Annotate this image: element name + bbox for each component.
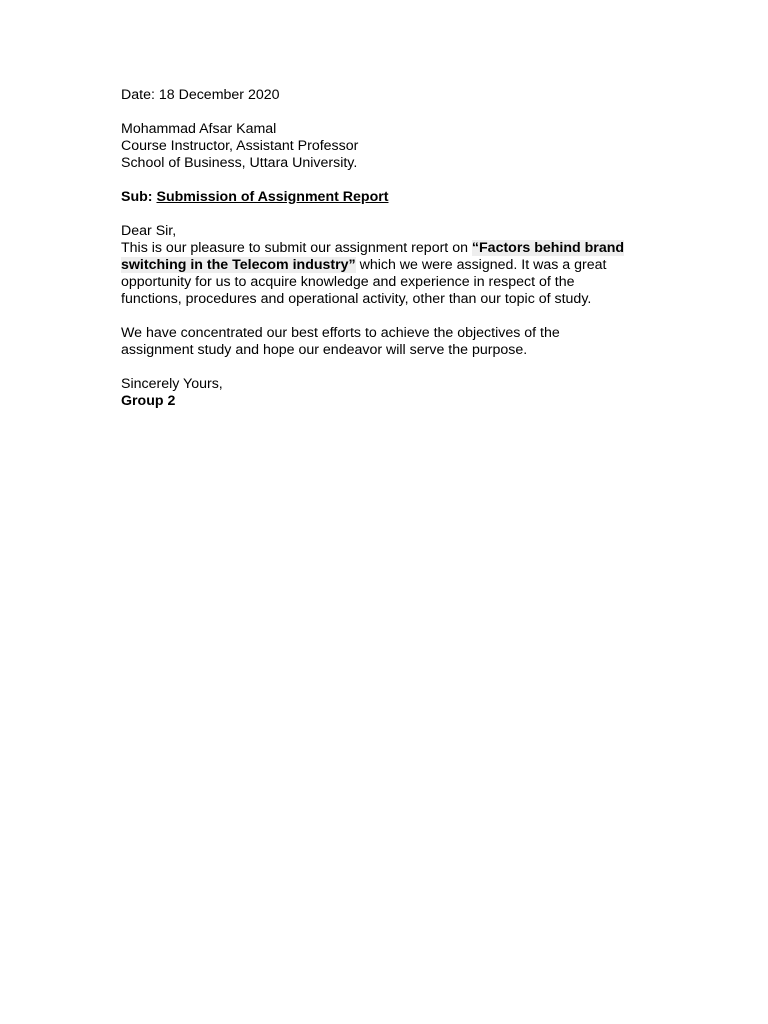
- salutation: Dear Sir,: [121, 223, 177, 239]
- closing: Sincerely Yours,: [121, 376, 223, 392]
- recipient-name: Mohammad Afsar Kamal: [121, 121, 277, 137]
- subject-label: Sub:: [121, 189, 153, 205]
- paragraph-2-line-2: assignment study and hope our endeavor will serve the purpose.: [121, 342, 528, 358]
- recipient-block: [121, 121, 681, 172]
- subject-text: Submission of Assignment Report: [156, 189, 389, 205]
- report-title-part-1: “Factors behind brand: [471, 240, 625, 256]
- cover-letter: [121, 87, 681, 410]
- recipient-school: School of Business, Uttara University.: [121, 155, 358, 171]
- paragraph-1-line-3: opportunity for us to acquire knowledge and experience in respect of the: [121, 274, 575, 290]
- paragraph-1: [121, 240, 681, 308]
- recipient-title: Course Instructor, Assistant Professor: [121, 138, 359, 154]
- paragraph-1-text-b: which we were assigned. It was a great: [355, 257, 607, 273]
- subject-line: [121, 189, 681, 206]
- paragraph-1-line-4: functions, procedures and operational activity, other than our topic of study.: [121, 291, 592, 307]
- paragraph-2: [121, 325, 681, 359]
- paragraph-1-text-a: This is our pleasure to submit our assignment report on: [121, 240, 472, 256]
- signature: Group 2: [121, 393, 176, 409]
- paragraph-1-line-1: [121, 240, 681, 257]
- paragraph-1-line-2: [121, 257, 681, 274]
- letter-date: Date: 18 December 2020: [121, 87, 280, 103]
- report-title-part-2: switching in the Telecom industry”: [121, 257, 356, 273]
- paragraph-2-line-1: We have concentrated our best efforts to achieve the objectives of the: [121, 325, 560, 341]
